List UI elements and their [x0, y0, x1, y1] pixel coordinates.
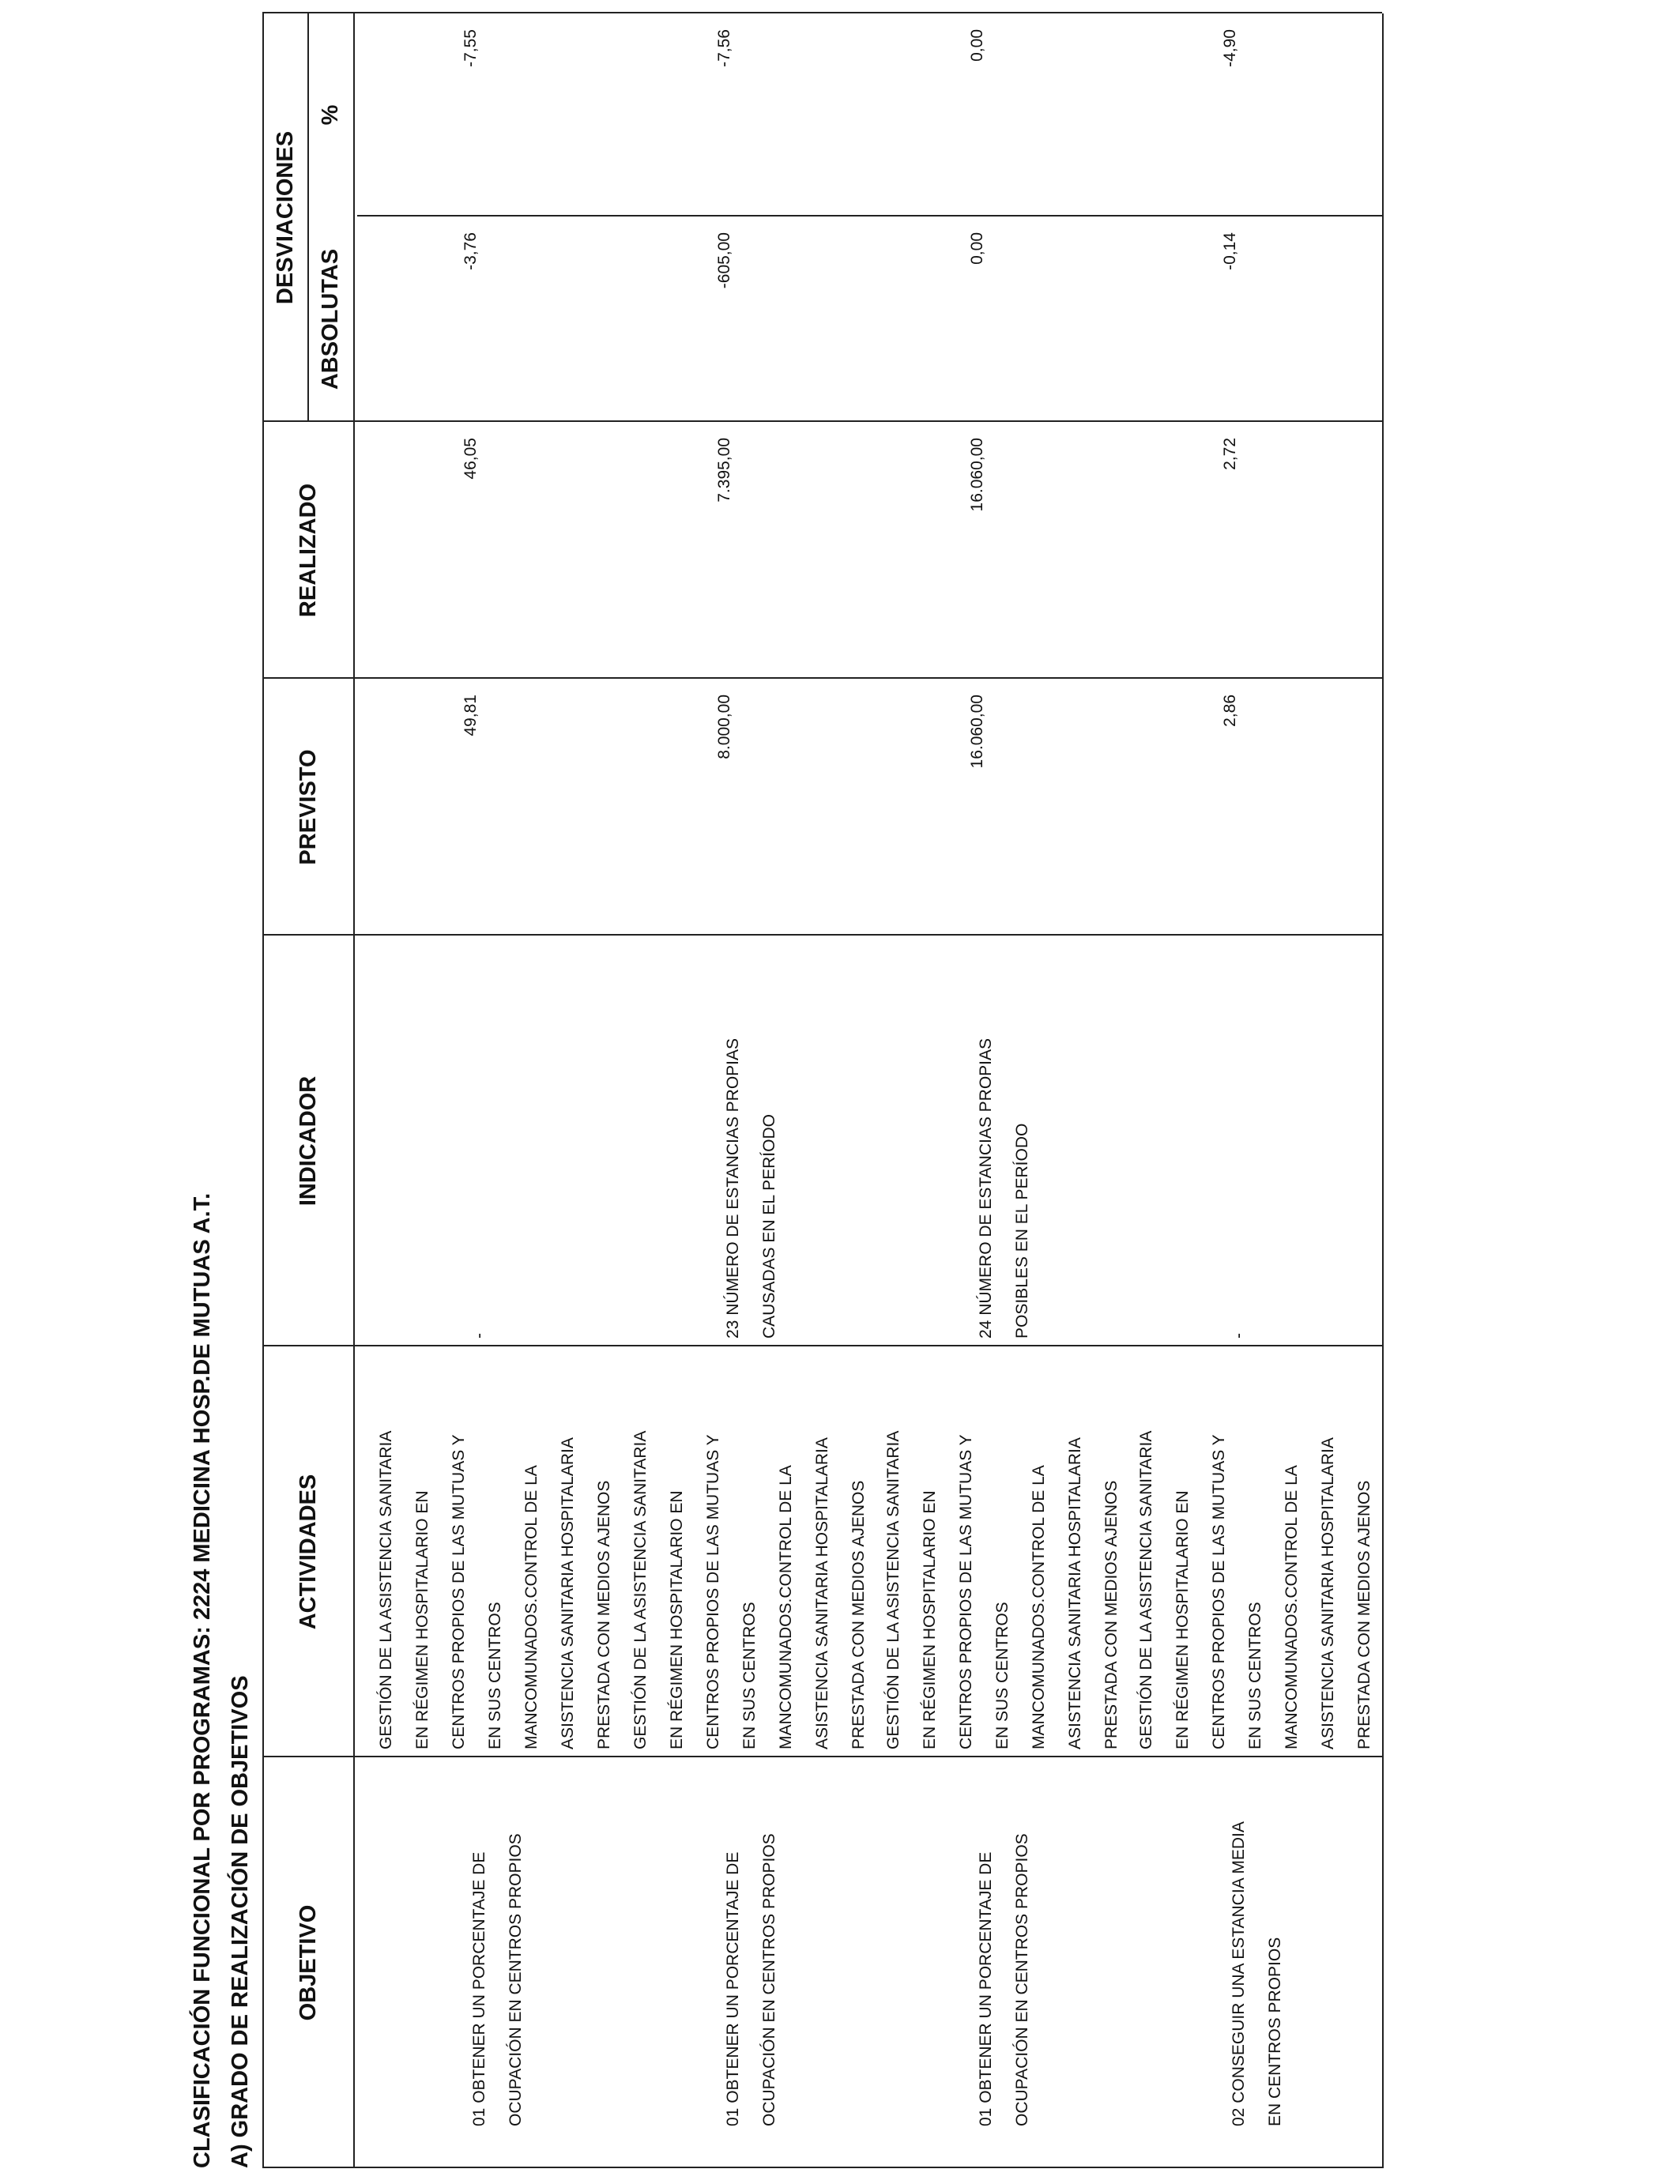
desviaciones-line: [307, 13, 309, 422]
row-3-absolutas: 0,00: [968, 232, 986, 265]
header-actividades: ACTIVIDADES: [296, 1474, 321, 1630]
table-border-bottom: [1382, 13, 1384, 2168]
row-3-realizado: 16.060,00: [968, 438, 986, 512]
row-3-objetivo: 01 OBTENER UN PORCENTAJE DE OCUPACIÓN EN CENTROS PROPIOS: [977, 1833, 1031, 2126]
row-3-previsto: 16.060,00: [968, 695, 986, 769]
row-2-absolutas: -605,00: [715, 232, 733, 289]
row-4-previsto: 2,86: [1221, 695, 1239, 727]
row-3-actividades: GESTIÓN DE LA ASISTENCIA SANITARIA EN RÉGIMEN HOSPITALARIO EN CENTROS PROPIOS DE LAS MUTUAS Y EN SUS CENTROS MANCOMUNADOS.CONTROL DE LA ASISTENCIA SANITARIA HOSPITALARIA PRESTADA CON MEDIOS AJENOS: [884, 1430, 1121, 1749]
row-1-previsto: 49,81: [461, 695, 480, 736]
row-1-actividades: GESTIÓN DE LA ASISTENCIA SANITARIA EN RÉGIMEN HOSPITALARIO EN CENTROS PROPIOS DE LAS MUTUAS Y EN SUS CENTROS MANCOMUNADOS.CONTROL DE LA ASISTENCIA SANITARIA HOSPITALARIA PRESTADA CON MEDIOS AJENOS: [377, 1430, 613, 1749]
row-1-pct: -7,55: [461, 29, 480, 67]
header-objetivo: OBJETIVO: [296, 1904, 321, 2021]
header-absolutas: ABSOLUTAS: [318, 248, 343, 390]
row-4-pct: -4,90: [1221, 29, 1239, 67]
row-4-indicador: -: [1230, 1333, 1248, 1339]
row-3-indicador: 24 NÚMERO DE ESTANCIAS PROPIAS POSIBLES EN EL PERÍODO: [977, 1037, 1031, 1339]
section-subtitle: A) GRADO DE REALIZACIÓN DE OBJETIVOS: [228, 1675, 253, 2168]
header-bottom-line: [353, 13, 355, 2168]
row-1-absolutas: -3,76: [461, 232, 480, 270]
objectives-table: [262, 13, 1382, 2168]
header-previsto: PREVISTO: [296, 749, 321, 865]
header-realizado: REALIZADO: [296, 483, 321, 618]
table-border-left: [262, 2167, 1382, 2168]
row-1-realizado: 46,05: [461, 438, 480, 480]
row-2-previsto: 8.000,00: [715, 695, 733, 759]
col-sep-2: [262, 1345, 1382, 1346]
col-sep-4: [262, 677, 1382, 679]
row-4-absolutas: -0,14: [1221, 232, 1239, 270]
header-indicador: INDICADOR: [296, 1075, 321, 1207]
row-2-actividades: GESTIÓN DE LA ASISTENCIA SANITARIA EN RÉGIMEN HOSPITALARIO EN CENTROS PROPIOS DE LAS MUTUAS Y EN SUS CENTROS MANCOMUNADOS.CONTROL DE LA ASISTENCIA SANITARIA HOSPITALARIA PRESTADA CON MEDIOS AJENOS: [631, 1430, 868, 1749]
row-4-realizado: 2,72: [1221, 438, 1239, 470]
row-2-pct: -7,56: [715, 29, 733, 67]
row-4-objetivo: 02 CONSEGUIR UNA ESTANCIA MEDIA EN CENTROS PROPIOS: [1230, 1821, 1284, 2126]
header-pct: %: [318, 104, 343, 126]
row-4-actividades: GESTIÓN DE LA ASISTENCIA SANITARIA EN RÉGIMEN HOSPITALARIO EN CENTROS PROPIOS DE LAS MUTUAS Y EN SUS CENTROS MANCOMUNADOS.CONTROL DE LA ASISTENCIA SANITARIA HOSPITALARIA PRESTADA CON MEDIOS AJENOS: [1137, 1430, 1373, 1749]
row-1-objetivo: 01 OBTENER UN PORCENTAJE DE OCUPACIÓN EN CENTROS PROPIOS: [470, 1833, 525, 2126]
page-title: CLASIFICACIÓN FUNCIONAL POR PROGRAMAS: 2224 MEDICINA HOSP.DE MUTUAS A.T.: [190, 1192, 215, 2168]
row-2-objetivo: 01 OBTENER UN PORCENTAJE DE OCUPACIÓN EN CENTROS PROPIOS: [724, 1833, 778, 2126]
table-border-right: [262, 12, 1382, 13]
col-sep-3: [262, 934, 1382, 936]
row-2-indicador: 23 NÚMERO DE ESTANCIAS PROPIAS CAUSADAS EN EL PERÍODO: [724, 1037, 778, 1339]
header-desviaciones: DESVIACIONES: [273, 130, 298, 305]
row-3-pct: 0,00: [968, 29, 986, 62]
col-sep-5: [262, 420, 1382, 422]
col-sep-1: [262, 1756, 1382, 1757]
row-2-realizado: 7.395,00: [715, 438, 733, 503]
table-border-top: [262, 13, 264, 2168]
row-1-indicador: -: [470, 1333, 488, 1339]
